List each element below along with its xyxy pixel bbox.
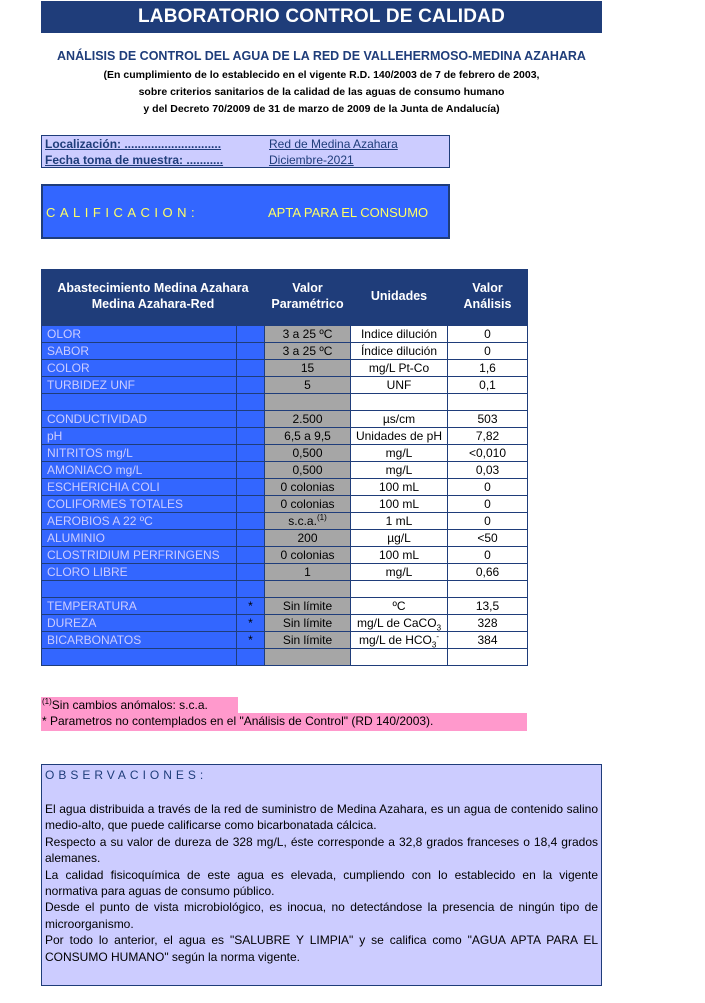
parametric-value [265, 615, 351, 632]
parameter-name: DUREZA [42, 615, 237, 632]
parametric-value-footnote: (1) [316, 512, 327, 522]
unit: Indice dilución [351, 326, 448, 343]
parametric-value [265, 598, 351, 615]
parameter-name: OLOR [42, 326, 237, 343]
table-row [42, 411, 528, 428]
unit: µg/L [351, 530, 448, 547]
analysis-value: 0 [448, 479, 528, 496]
analysis-value: <0,010 [448, 445, 528, 462]
table-row [42, 377, 528, 394]
parametric-value [265, 496, 351, 513]
table-row [42, 360, 528, 377]
blank-cell [448, 649, 528, 666]
parameter-name: TEMPERATURA [42, 598, 237, 615]
parameter-name: SABOR [42, 343, 237, 360]
analysis-value: 1,6 [448, 360, 528, 377]
analysis-value: 0,03 [448, 462, 528, 479]
parametric-value-text: 3 a 25 ºC [282, 343, 333, 358]
table-blank-row [42, 581, 528, 598]
not-controlled-mark [237, 343, 265, 360]
parameter-name: CLOSTRIDIUM PERFRINGENS [42, 547, 237, 564]
not-controlled-mark [237, 377, 265, 394]
observacion-paragraph: El agua distribuida a través de la red de suministro de Medina Azahara, es un agua de contenido salino medio-alto, que puede calificarse como bicarbonatada cálcica. [45, 802, 598, 833]
analysis-value: 384 [448, 632, 528, 649]
unit [351, 632, 448, 649]
parametric-value [265, 530, 351, 547]
parametric-value-text: 0 colonias [280, 479, 335, 494]
blank-cell [42, 581, 237, 598]
note-sca [41, 697, 238, 714]
observacion-paragraph: Por todo lo anterior, el agua es "SALUBRE Y LIMPIA" y se califica como "AGUA APTA PARA EL CONSUMO HUMANO" según la norma vigente. [45, 933, 598, 964]
location-value: Red de Medina Azahara [269, 137, 398, 151]
unit: µs/cm [351, 411, 448, 428]
unit-subscript: 3 [431, 639, 437, 649]
observaciones-title: OBSERVACIONES: [45, 768, 208, 782]
location-label: Localización: ............................. [45, 137, 222, 151]
parametric-value-text: s.c.a. [288, 513, 317, 528]
analysis-value: <50 [448, 530, 528, 547]
not-controlled-mark [237, 462, 265, 479]
analysis-value: 0 [448, 326, 528, 343]
report-subtitle: ANÁLISIS DE CONTROL DEL AGUA DE LA RED DE VALLEHERMOSO-MEDINA AZAHARA [57, 49, 586, 63]
parametric-value-text: 2.500 [292, 411, 323, 426]
parametric-value [265, 462, 351, 479]
analysis-value: 7,82 [448, 428, 528, 445]
analysis-value: 0 [448, 496, 528, 513]
header-units: Unidades [351, 270, 448, 322]
sample-date-value: Diciembre-2021 [269, 153, 354, 167]
unit: 100 mL [351, 496, 448, 513]
blank-cell [265, 649, 351, 666]
table-row [42, 479, 528, 496]
not-controlled-mark [237, 496, 265, 513]
not-controlled-mark [237, 445, 265, 462]
page-title: LABORATORIO CONTROL DE CALIDAD [41, 1, 602, 33]
parametric-value [265, 632, 351, 649]
unit: Unidades de pH [351, 428, 448, 445]
unit-text: mg/L de HCO [358, 632, 432, 647]
observaciones-box [41, 764, 602, 986]
not-controlled-mark [237, 513, 265, 530]
not-controlled-mark [237, 530, 265, 547]
parameter-name: TURBIDEZ UNF [42, 377, 237, 394]
table-row [42, 513, 528, 530]
parametric-value [265, 360, 351, 377]
parametric-value-text: 5 [304, 377, 311, 392]
analysis-value: 0 [448, 547, 528, 564]
table-row [42, 326, 528, 343]
unit: 1 mL [351, 513, 448, 530]
parametric-value-text: 0,500 [292, 445, 323, 460]
unit-text: mg/L de CaCO [356, 615, 437, 630]
parameter-name: BICARBONATOS [42, 632, 237, 649]
observacion-paragraph: La calidad fisicoquímica de este agua es elevada, cumpliendo con lo establecido en la vigente normativa para aguas de consumo público. [45, 867, 598, 899]
blank-cell [42, 649, 237, 666]
table-body [42, 322, 528, 666]
parametric-value [265, 343, 351, 360]
table-row [42, 632, 528, 649]
blank-cell [237, 394, 265, 411]
analysis-value: 0,66 [448, 564, 528, 581]
parametric-value-text: 15 [300, 360, 315, 375]
parametric-value-text: 1 [304, 564, 311, 579]
blank-cell [448, 581, 528, 598]
blank-cell [237, 581, 265, 598]
blank-cell [265, 581, 351, 598]
not-controlled-mark [237, 428, 265, 445]
analysis-value: 328 [448, 615, 528, 632]
parameter-name: AEROBIOS A 22 ºC [42, 513, 237, 530]
table-row [42, 343, 528, 360]
observaciones-text [45, 801, 598, 965]
header-parametric: Valor Paramétrico [265, 270, 351, 322]
parametric-value-text: Sin límite [282, 598, 333, 613]
analysis-value: 0 [448, 513, 528, 530]
location-box [41, 135, 450, 168]
blank-cell [351, 649, 448, 666]
parametric-value [265, 564, 351, 581]
parametric-value [265, 547, 351, 564]
unit: 100 mL [351, 479, 448, 496]
table-row [42, 496, 528, 513]
parametric-value-text: 200 [297, 530, 318, 545]
not-controlled-mark: * [237, 598, 265, 615]
table-blank-row [42, 649, 528, 666]
parametric-value-text: 0 colonias [280, 547, 335, 562]
parametric-value [265, 377, 351, 394]
unit: Índice dilución [351, 343, 448, 360]
legal-line-3: y del Decreto 70/2009 de 31 de marzo de 2009 de la Junta de Andalucía) [143, 103, 500, 115]
not-controlled-mark: * [237, 615, 265, 632]
not-controlled-mark [237, 360, 265, 377]
unit: mg/L [351, 462, 448, 479]
analysis-value: 0 [448, 343, 528, 360]
calificacion-box [41, 184, 450, 239]
unit-superscript: - [436, 631, 440, 641]
unit: mg/L [351, 445, 448, 462]
calificacion-value: APTA PARA EL CONSUMO [268, 205, 429, 220]
parametric-value [265, 445, 351, 462]
analysis-value: 503 [448, 411, 528, 428]
parametric-value [265, 513, 351, 530]
table-row [42, 615, 528, 632]
calificacion-label: CALIFICACION: [46, 205, 200, 220]
blank-cell [42, 394, 237, 411]
parametric-value [265, 479, 351, 496]
blank-cell [448, 394, 528, 411]
legal-line-2: sobre criterios sanitarios de la calidad de las aguas de consumo humano [138, 86, 505, 98]
header-analysis: Valor Análisis [448, 270, 528, 322]
table-row [42, 598, 528, 615]
unit: ºC [351, 598, 448, 615]
table-row [42, 428, 528, 445]
legal-line-1: (En cumplimiento de lo establecido en el vigente R.D. 140/2003 de 7 de febrero de 2003, [103, 69, 540, 81]
not-controlled-mark [237, 547, 265, 564]
parametric-value-text: 0 colonias [280, 496, 335, 511]
not-controlled-mark [237, 326, 265, 343]
table-row [42, 530, 528, 547]
blank-cell [351, 581, 448, 598]
parametric-value-text: 6,5 a 9,5 [284, 428, 331, 443]
analysis-value: 0,1 [448, 377, 528, 394]
blank-cell [265, 394, 351, 411]
not-controlled-mark [237, 564, 265, 581]
unit: 100 mL [351, 547, 448, 564]
parametric-value-text: 0,500 [292, 462, 323, 477]
unit-subscript: 3 [436, 622, 442, 632]
note-asterisk: * Parametros no contemplados en el "Análisis de Control" (RD 140/2003). [41, 713, 527, 731]
blank-cell [237, 649, 265, 666]
table-row [42, 445, 528, 462]
parametric-value-text: Sin límite [282, 615, 333, 630]
unit: mg/L [351, 564, 448, 581]
parameter-name: CLORO LIBRE [42, 564, 237, 581]
blank-cell [351, 394, 448, 411]
parameter-name: ESCHERICHIA COLI [42, 479, 237, 496]
parametric-value [265, 411, 351, 428]
parameters-table [41, 269, 528, 666]
table-row [42, 547, 528, 564]
sample-date-label: Fecha toma de muestra: ........... [45, 153, 224, 167]
parametric-value-text: 3 a 25 ºC [282, 326, 333, 341]
parameter-name: COLOR [42, 360, 237, 377]
observacion-paragraph: Respecto a su valor de dureza de 328 mg/L, éste corresponde a 32,8 grados franceses o 18,4 grados alemanes. [45, 834, 598, 866]
parameter-name: COLIFORMES TOTALES [42, 496, 237, 513]
parameter-name: NITRITOS mg/L [42, 445, 237, 462]
header-supply: Abastecimiento Medina Azahara Medina Azahara-Red [42, 270, 265, 322]
not-controlled-mark: * [237, 632, 265, 649]
unit: UNF [351, 377, 448, 394]
parameter-name: AMONIACO mg/L [42, 462, 237, 479]
note-sca-text: Sin cambios anómalos: s.c.a. [51, 698, 208, 712]
table-blank-row [42, 394, 528, 411]
parametric-value [265, 326, 351, 343]
parameter-name: ALUMINIO [42, 530, 237, 547]
unit [351, 615, 448, 632]
parameter-name: CONDUCTIVIDAD [42, 411, 237, 428]
analysis-value: 13,5 [448, 598, 528, 615]
parametric-value [265, 428, 351, 445]
parametric-value-text: Sin límite [282, 632, 333, 647]
not-controlled-mark [237, 411, 265, 428]
table-row [42, 462, 528, 479]
note-sca-sup: (1) [42, 697, 52, 706]
unit: mg/L Pt-Co [351, 360, 448, 377]
table-row [42, 564, 528, 581]
observacion-paragraph: Desde el punto de vista microbiológico, es inocua, no detectándose la presencia de ningún tipo de microorganismo. [45, 900, 598, 931]
parameter-name: pH [42, 428, 237, 445]
not-controlled-mark [237, 479, 265, 496]
